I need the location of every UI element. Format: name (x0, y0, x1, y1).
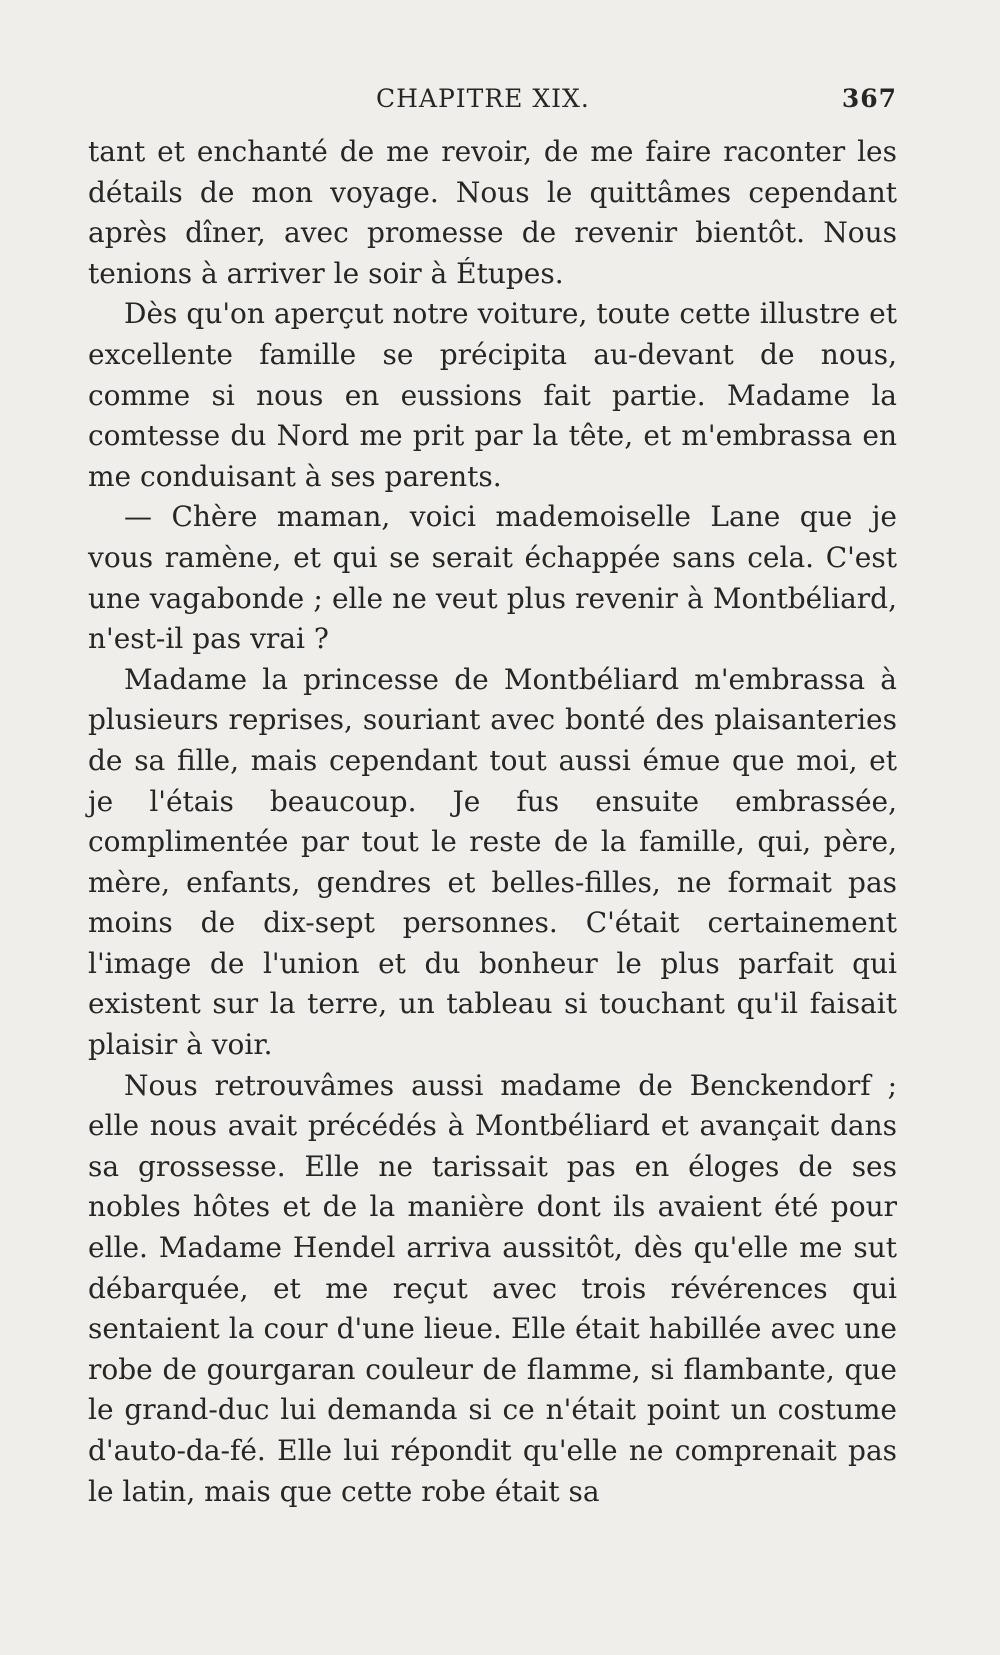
paragraph-1: tant et enchanté de me revoir, de me faire raconter les détails de mon voyage. Nous le quittâmes cependant après dîner, avec promesse de revenir bientôt. Nous tenions à arriver le soir à Étupes. (88, 135, 897, 290)
page-number: 367 (841, 84, 897, 113)
chapter-title: CHAPITRE XIX. (376, 84, 590, 113)
body-text (88, 132, 897, 1512)
paragraph-5: Nous retrouvâmes aussi madame de Benckendorf ; elle nous avait précédés à Montbéliard et avançait dans sa grossesse. Elle ne tarissait pas en éloges de ses nobles hôtes et de la manière dont ils avaient été pour elle. Madame Hendel arriva aussitôt, dès qu'elle me sut débarquée, et me reçut avec trois révérences qui sentaient la cour d'une lieue. Elle était habillée avec une robe de gourgaran couleur de flamme, si flambante, que le grand-duc lui demanda si ce n'était point un costume d'auto-da-fé. Elle lui répondit qu'elle ne comprenait pas le latin, mais que cette robe était sa (88, 1068, 897, 1508)
paragraph-4: Madame la princesse de Montbéliard m'embrassa à plusieurs reprises, souriant avec bonté des plaisanteries de sa fille, mais cependant tout aussi émue que moi, et je l'étais beaucoup. Je fus ensuite embrassée, complimentée par tout le reste de la famille, qui, père, mère, enfants, gendres et belles-filles, ne formait pas moins de dix-sept personnes. C'était certainement l'image de l'union et du bonheur le plus parfait qui existent sur la terre, un tableau si touchant qu'il faisait plaisir à voir. (88, 662, 897, 1062)
paragraph-2: Dès qu'on aperçut notre voiture, toute cette illustre et excellente famille se précipita au-devant de nous, comme si nous en eussions fait partie. Madame la comtesse du Nord me prit par la tête, et m'embrassa en me conduisant à ses parents. (88, 297, 897, 493)
running-head (88, 84, 897, 114)
paragraph-3: — Chère maman, voici mademoiselle Lane que je vous ramène, et qui se serait échappée sans cela. C'est une vagabonde ; elle ne veut plus revenir à Montbéliard, n'est-il pas vrai ? (88, 500, 897, 656)
